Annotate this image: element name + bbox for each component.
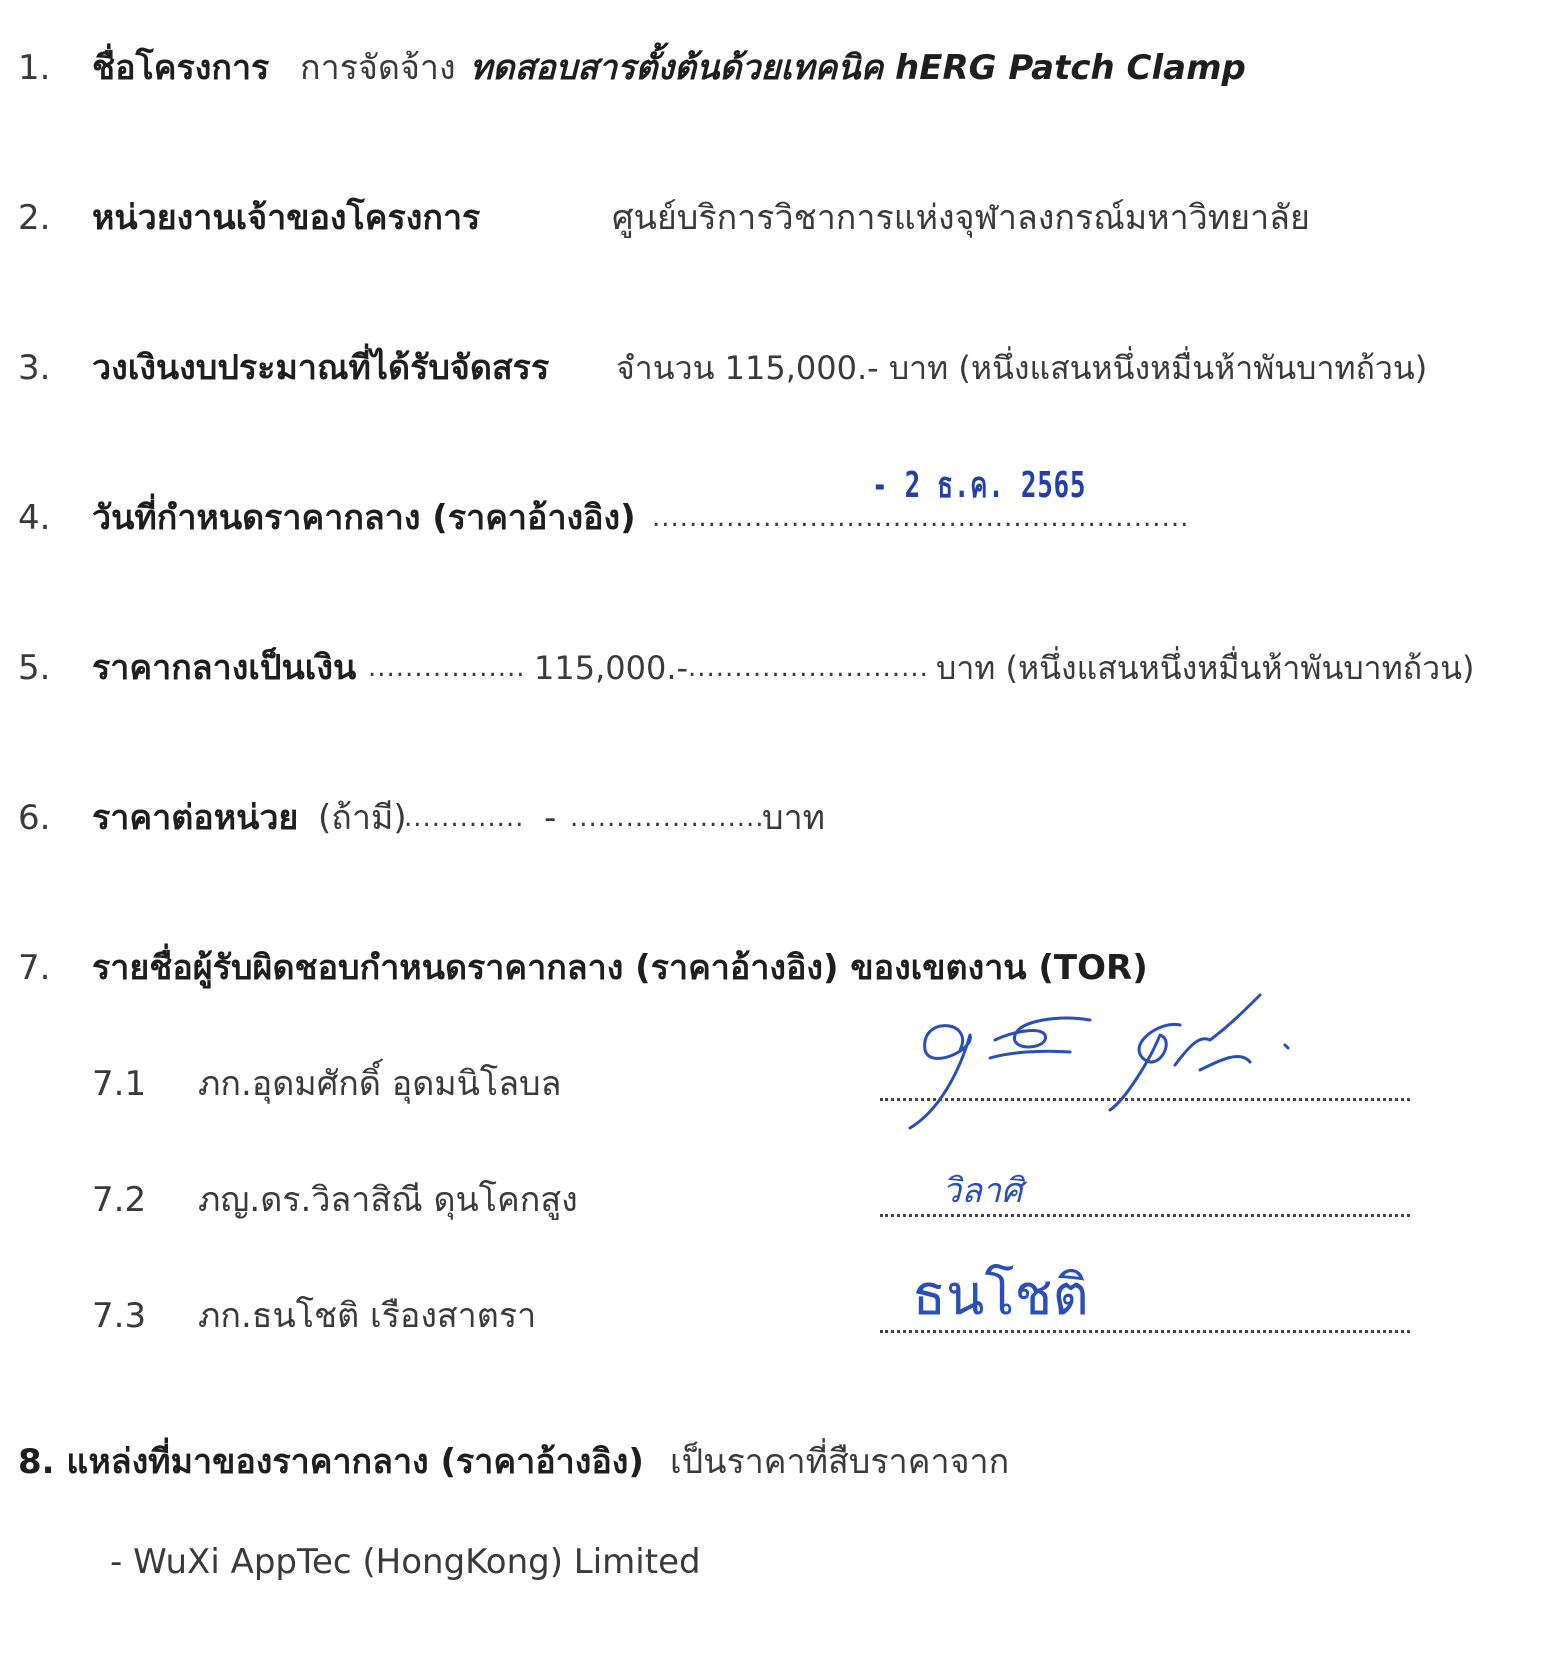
price-source-label: 8. แหล่งที่มาของราคากลาง (ราคาอ้างอิง) — [18, 1442, 644, 1482]
price-source-company: - WuXi AppTec (HongKong) Limited — [110, 1542, 701, 1582]
budget-value: จำนวน 115,000.- บาท (หนึ่งแสนหนึ่งหมื่นห้าพันบาทถ้วน) — [616, 349, 1428, 387]
median-price-amount: 115,000.- — [534, 649, 689, 687]
median-price-dots-before: ................. — [368, 653, 526, 683]
item-number: 4. — [18, 498, 51, 538]
signature-3-image — [908, 1252, 1098, 1332]
item-number: 6. — [18, 798, 51, 838]
item-number: 7. — [18, 948, 51, 988]
unit-price-dots-after: ..................... — [570, 803, 765, 833]
budget-label: วงเงินงบประมาณที่ได้รับจัดสรร — [92, 348, 550, 388]
median-price-label: ราคากลางเป็นเงิน — [92, 648, 357, 688]
median-price-words: บาท (หนึ่งแสนหนึ่งหมื่นห้าพันบาทถ้วน) — [936, 649, 1475, 687]
reference-date-label: วันที่กำหนดราคากลาง (ราคาอ้างอิง) — [92, 498, 636, 538]
signature-3-text: ธนโชติ — [912, 1263, 1089, 1328]
project-name-label: ชื่อโครงการ — [92, 48, 270, 88]
member-number: 7.3 — [92, 1296, 147, 1336]
project-title: ทดสอบสารตั้งต้นด้วยเทคนิค hERG Patch Clamp — [470, 48, 1246, 88]
item-number: 5. — [18, 648, 51, 688]
project-prefix: การจัดจ้าง — [300, 48, 456, 88]
member-name: ภญ.ดร.วิลาสิณี ดุนโคกสูง — [198, 1180, 578, 1220]
owner-agency-value: ศูนย์บริการวิชาการแห่งจุฬาลงกรณ์มหาวิทยาลัย — [612, 198, 1310, 238]
unit-price-dots-before: ............. — [404, 803, 525, 833]
unit-price-currency: บาท — [762, 798, 826, 838]
member-number: 7.2 — [92, 1180, 147, 1220]
signature-line — [880, 1214, 1410, 1217]
member-name: ภก.ธนโชติ เรืองสาตรา — [198, 1296, 537, 1336]
owner-agency-label: หน่วยงานเจ้าของโครงการ — [92, 198, 481, 238]
signature-1-image — [900, 990, 1360, 1140]
tor-committee-label: รายชื่อผู้รับผิดชอบกำหนดราคากลาง (ราคาอ้างอิง) ของเขตงาน (TOR) — [92, 948, 1148, 988]
unit-price-condition: (ถ้ามี) — [318, 798, 407, 838]
unit-price-dash: - — [544, 798, 557, 838]
member-name: ภก.อุดมศักดิ์ อุดมนิโลบล — [198, 1064, 562, 1104]
median-price-dots-after: .......................... — [688, 653, 929, 683]
reference-date-dots: .......................................................... — [652, 503, 1190, 533]
date-stamp: - 2 ธ.ค. 2565 — [872, 465, 1087, 506]
signature-2-text: วิลาศิ — [942, 1171, 1023, 1211]
unit-price-label: ราคาต่อหน่วย — [92, 798, 299, 838]
item-number: 1. — [18, 48, 51, 88]
price-source-intro: เป็นราคาที่สืบราคาจาก — [670, 1442, 1010, 1482]
member-number: 7.1 — [92, 1064, 147, 1104]
signature-2-image — [938, 1164, 1048, 1214]
item-number: 2. — [18, 198, 51, 238]
item-number: 3. — [18, 348, 51, 388]
